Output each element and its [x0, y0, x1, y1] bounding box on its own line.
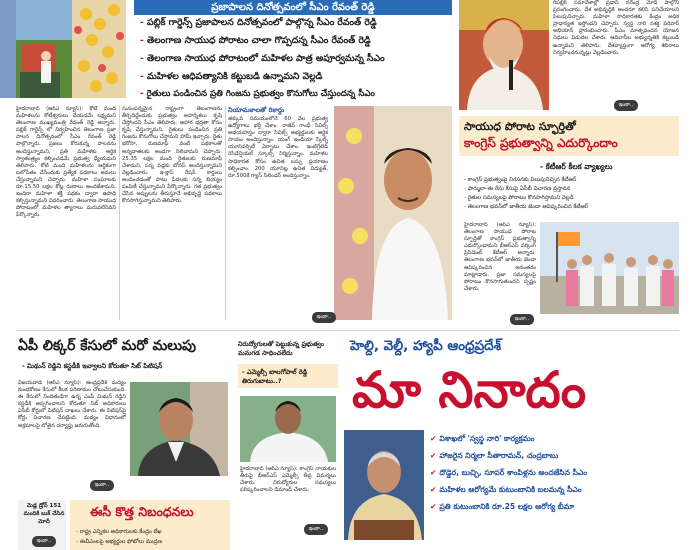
ktr-bullet-1: - కాంగ్రెస్ ప్రభుత్వంపై నిరసనకు పిలుపునిచ్చిన కేటీఆర్ — [464, 177, 577, 183]
mlc-text: హైదరాబాద్ (ఆర్ఎ న్యూస్): కాంగ్రెస్ నాయకుల తీరుపై బీఆర్ఎస్ ఎమ్మెల్సీ తీవ్ర విమర్శలు చేశారు. నిరుద్యోగుల సమస్యలు పరిష్కరించాలని డిమాండ్ చేశారు. — [240, 466, 336, 494]
subhead-4: - మహిళల ఆధిపత్యానికి కట్టుబడి ఉన్నామని వెల్లడి — [140, 71, 323, 82]
mithun-reddy-photo — [130, 382, 228, 476]
subhead-5: - రైతులు పండించిన ప్రతి గింజను ప్రభుత్వం కొనుగోలు చేస్తుందన్న సీఎం — [140, 89, 375, 99]
liquor-title: ఏపీ లిక్కర్ కేసులో మరో మలుపు — [18, 338, 197, 354]
check-icon: ✔ — [430, 502, 437, 511]
modi-photo — [459, 0, 549, 110]
ktr-byline: - కేటీఆర్ కీలక వ్యాఖ్యలు — [540, 162, 613, 171]
page-edge-strip — [0, 0, 16, 98]
check-icon: ✔ — [430, 451, 437, 460]
top-story-col2: సుసంపన్నమైన రాష్ట్రంగా తెలంగాణను తీర్చిదిద్దేందుకు ప్రభుత్వం అహర్నిశలు కృషి చేస్తోందని సీఎం తెలిపారు. ఆహార భద్రతా కోసం కృషి చేస్తున్నామని, రైతులు పండించిన ప్రతి గింజను కొనుగోలు చేస్తామని హామీ ఇచ్చారు. రైతు భరోసా, రుణమాఫీ వంటి పథకాలతో అన్నదాతలకు అండగా నిలిచామని చెప్పారు. 25.35 లక్షల మంది రైతులకు రుణమాఫీ చేశామని, సన్న వడ్లకు బోనస్ అందిస్తున్నామని వెల్లడించారు. ఇ-క్లాస్ రేషన్ కార్డులు అందించడంతో పాటు పేదలకు సన్న బియ్యం పంపిణీ చేస్తున్నామని పేర్కొన్నారు. గత ప్రభుత్వం చేసిన అప్పులను తీరుస్తూనే అభివృద్ధి పథకాలు కొనసాగిస్తున్నామని తెలిపారు. — [122, 106, 222, 205]
ap-head-big: మా నినాదం — [352, 361, 587, 419]
ktr-bullet-3: - రైతుల సమస్యలపై పోరాటం కొనసాగిస్తామని వెల్లడి — [464, 195, 574, 201]
aside-read-more-button[interactable]: ఇంకా.. — [614, 100, 638, 111]
col-divider-1 — [119, 106, 120, 320]
subhead-1: - పబ్లిక్ గార్డెన్స్‌ ప్రజాపాలన దినోత్సవంలో పాల్గొన్న సీఎం రేవంత్ రెడ్డి — [140, 17, 377, 28]
ktr-text: హైదరాబాద్ (ఆర్ఎ న్యూస్): తెలంగాణ సాయుధ పోరాట స్ఫూర్తితో కాంగ్రెస్ ప్రభుత్వాన్ని ఎదుర్కొందామని బీఆర్ఎస్ వర్కింగ్ ప్రెసిడెంట్ కేటీఆర్ అన్నారు. తెలంగాణ భవన్‌లో జాతీయ జెండా ఆవిష్కరించిన అనంతరం మాట్లాడారు. ప్రజా సమస్యలపై పోరాటం కొనసాగుతుందని స్పష్టం చేశారు. — [464, 222, 536, 292]
ktr-event-photo — [540, 222, 679, 314]
ap-point-3: ✔ దొడ్డెర, బుచ్చి, సూపర్ శాంపిళ్లను అందజేసిన సీఎం — [430, 468, 588, 477]
read-more-button[interactable]: ఇంకా.. — [312, 312, 336, 323]
liquor-text: విజయవాడ (ఆర్ఎ న్యూస్): ఆంధ్రప్రదేశ్ మద్యం కుంభకోణం కేసులో కీలక పరిణామం చోటుచేసుకుంది. ఈ కేసులో నిందితుడిగా ఉన్న ఎంపీ మిథున్ రెడ్డిని కస్టడీకి అప్పగించాలని కోరుతూ సిట్ అధికారులు ఏసీబీ కోర్టులో పిటిషన్ దాఖలు చేశారు. ఈ పిటిషన్‌పై కోర్టు విచారణ చేపట్టింది. మద్యం విధానంలో అక్రమాలపై లోతైన దర్యాప్తు జరుగుతోంది. — [18, 380, 126, 429]
chandrababu-photo — [344, 430, 424, 540]
ap-point-2: ✔ హాజరైన నిర్మలా సీతారామన్, చంద్రబాబు — [430, 451, 559, 460]
mlc-photo — [240, 396, 336, 462]
mlc-read-more-button[interactable]: ఇంకా.. — [304, 524, 328, 535]
aside-text: రిపబ్లిక్‌ సమావేశాల్లో ప్రధాని నరేంద్ర మోదీ పాల్గొని ప్రసంగించారు. దేశ అభివృద్ధికి అందరూ కలిసి పనిచేయాలని పిలుపునిచ్చారు. మహిళా సాధికారతకు కేంద్రం అధిక ప్రాధాన్యత ఇస్తోందని చెప్పారు. స్వస్థ నారి సశక్త పరివార్ అభియాన్ ప్రారంభించారు. పీఎం మాతృవందన యోజన నిధులు విడుదల చేశారు. ఆదివాసీల అభ్యున్నతికి కట్టుబడి ఉన్నామని తెలిపారు. దేశవ్యాప్తంగా ఆరోగ్య శిబిరాలు నిర్వహించనున్నట్లు వెల్లడించారు. — [553, 0, 679, 56]
top-story-col3: తక్కువ సమయంలోనే 60 వేల ప్రభుత్వ ఉద్యోగాలు భర్తీ చేశాం. రాజీవ్ గాంధీ సివిల్స్ అభయహస్తం ద్వారా సివిల్స్ అభ్యర్థులకు ఆర్థిక సాయం అందిస్తున్నాం. యంగ్ ఇండియా స్కిల్స్ యూనివర్సిటీ ఏర్పాటు చేశాం. ఇంటిగ్రేటెడ్ రెసిడెన్షియల్ స్కూల్స్ నిర్మిస్తున్నాం. మహిళల సాధికారత కోసం ఉచిత బస్సు ప్రయాణం కల్పించాం. 200 యూనిట్ల ఉచిత విద్యుత్, రూ.500కే గ్యాస్ సిలిండర్ అందిస్తున్నాం. — [228, 116, 328, 179]
ktr-bullet-4: - తెలంగాణ భవన్‌లో జాతీయ జెండా ఆవిష్కరించిన కేటీఆర్ — [464, 204, 589, 210]
ktr-bullet-2: - ఫార్ములా-ఈ రేసు కేసుపై ఏసీబీ విచారణ ప్రస్తావన — [464, 186, 571, 192]
revanth-reddy-photo — [334, 106, 452, 320]
mlc-subhead: - ఎమ్మెల్సీ బాలగోపాల్ రెడ్డి తిరుగుబాటు..? — [242, 368, 308, 385]
check-icon: ✔ — [430, 468, 437, 477]
ap-point-1: ✔ విశాఖలో 'స్వస్థ నారి' కార్యక్రమం — [430, 434, 535, 443]
ap-point-4: ✔ మహిళల ఆరోగ్యమే కుటుంబానికి బలమన్న సీఎం — [430, 485, 582, 494]
col-divider-2 — [225, 106, 226, 320]
ktr-read-more-button[interactable]: ఇంకా.. — [510, 314, 534, 325]
ec-bullet-1: - రాష్ట్ర ఎన్నికల అధికారులకు కేంద్రం లేఖ — [76, 529, 162, 535]
liquor-read-more-button[interactable]: ఇంకా.. — [90, 480, 114, 491]
check-icon: ✔ — [430, 485, 437, 494]
teaser-text: మెడ్ల డ్రోన్‌ 151 మందికి బుక్ చేసిన మోదీ — [23, 503, 65, 525]
garden-event-photo — [16, 0, 126, 98]
section-divider — [16, 330, 679, 331]
ap-head-small: హెల్ది, వెల్దీ, హ్యాపీ ఆంధ్రప్రదేశ్ — [350, 338, 502, 354]
subhead-3: - తెలంగాణ సాయుధ పోరాటంలో మహిళల పాత్ర అపూర్వమన్న సీఎం — [140, 53, 385, 64]
ktr-title-line1: సాయుధ పోరాట స్ఫూర్తితో — [464, 120, 576, 133]
col3-subhead: నియామకాలతో రికార్డు — [228, 106, 285, 114]
ktr-title-line2: కాంగ్రెస్ ప్రభుత్వాన్ని ఎదుర్కొందాం — [464, 136, 618, 150]
check-icon: ✔ — [430, 434, 437, 443]
liquor-subhead: - మిథున్ రెడ్డిని కస్టడీకి ఇవ్వాలని కోరుతూ సిట్ పిటిషన్ — [22, 362, 163, 370]
ec-title: ఈసీ కొత్త నిబంధనలు — [90, 504, 194, 519]
teaser-read-more-button[interactable]: ఇంకా.. — [32, 536, 56, 547]
subhead-2: - తెలంగాణ సాయుధ పోరాటం చాలా గొప్పదన్న సీఎం రేవంత్ రెడ్డి — [140, 35, 371, 46]
ec-bullet-2: - ఈవీఎంలపై అభ్యర్థుల ఫోటోలు ముద్రణ — [76, 539, 162, 545]
top-story-col1: హైదరాబాద్ (ఆర్ఎ న్యూస్): కోటి మంది మహిళలను కోటీశ్వరులు చేయడమే లక్ష్యమని తెలంగాణ ముఖ్యమంత్రి రేవంత్ రెడ్డి అన్నారు. పబ్లిక్ గార్డెన్స్‌ లో నిర్వహించిన తెలంగాణ ప్రజా పాలన దినోత్సవంలో సీఎం రేవంత్ రెడ్డి పాల్గొన్నారు. ప్రజలు కోరుకున్న పాలనను అందిస్తున్నామని, ప్రతి మహిళకు ఆర్థిక స్వాతంత్ర్యం కల్పించడమే ప్రభుత్వ ధ్యేయమని తెలిపారు. కోటి మంది మహిళలను ఆర్థికంగా బలోపేతం చేసేందుకు ప్రత్యేక పథకాలు అమలు చేస్తున్నామని చెప్పారు. మహిళా సంఘాలకు రూ.15.50 లక్షల కోట్ల రుణాలు అందజేశామని, ఇందిరా మహిళా శక్తి పథకం ద్వారా ఉపాధి కల్పిస్తున్నామని వివరించారు. తెలంగాణ సాయుధ పోరాటంలో మహిళల త్యాగాలు మరువలేనివని పేర్కొన్నారు. — [16, 106, 116, 219]
top-banner — [134, 0, 452, 15]
top-banner-text: ప్రజాపాలన దినోత్సవంలో సీఎం రేవంత్ రెడ్డి — [211, 2, 375, 13]
mlc-title: నిరుద్యోగులతో పెట్టుకున్న ప్రభుత్వం మనుగడ సాధించలేదు — [238, 340, 324, 357]
ap-point-5: ✔ ప్రతి కుటుంబానికి రూ.25 లక్షల ఆరోగ్య బీమా — [430, 502, 575, 511]
